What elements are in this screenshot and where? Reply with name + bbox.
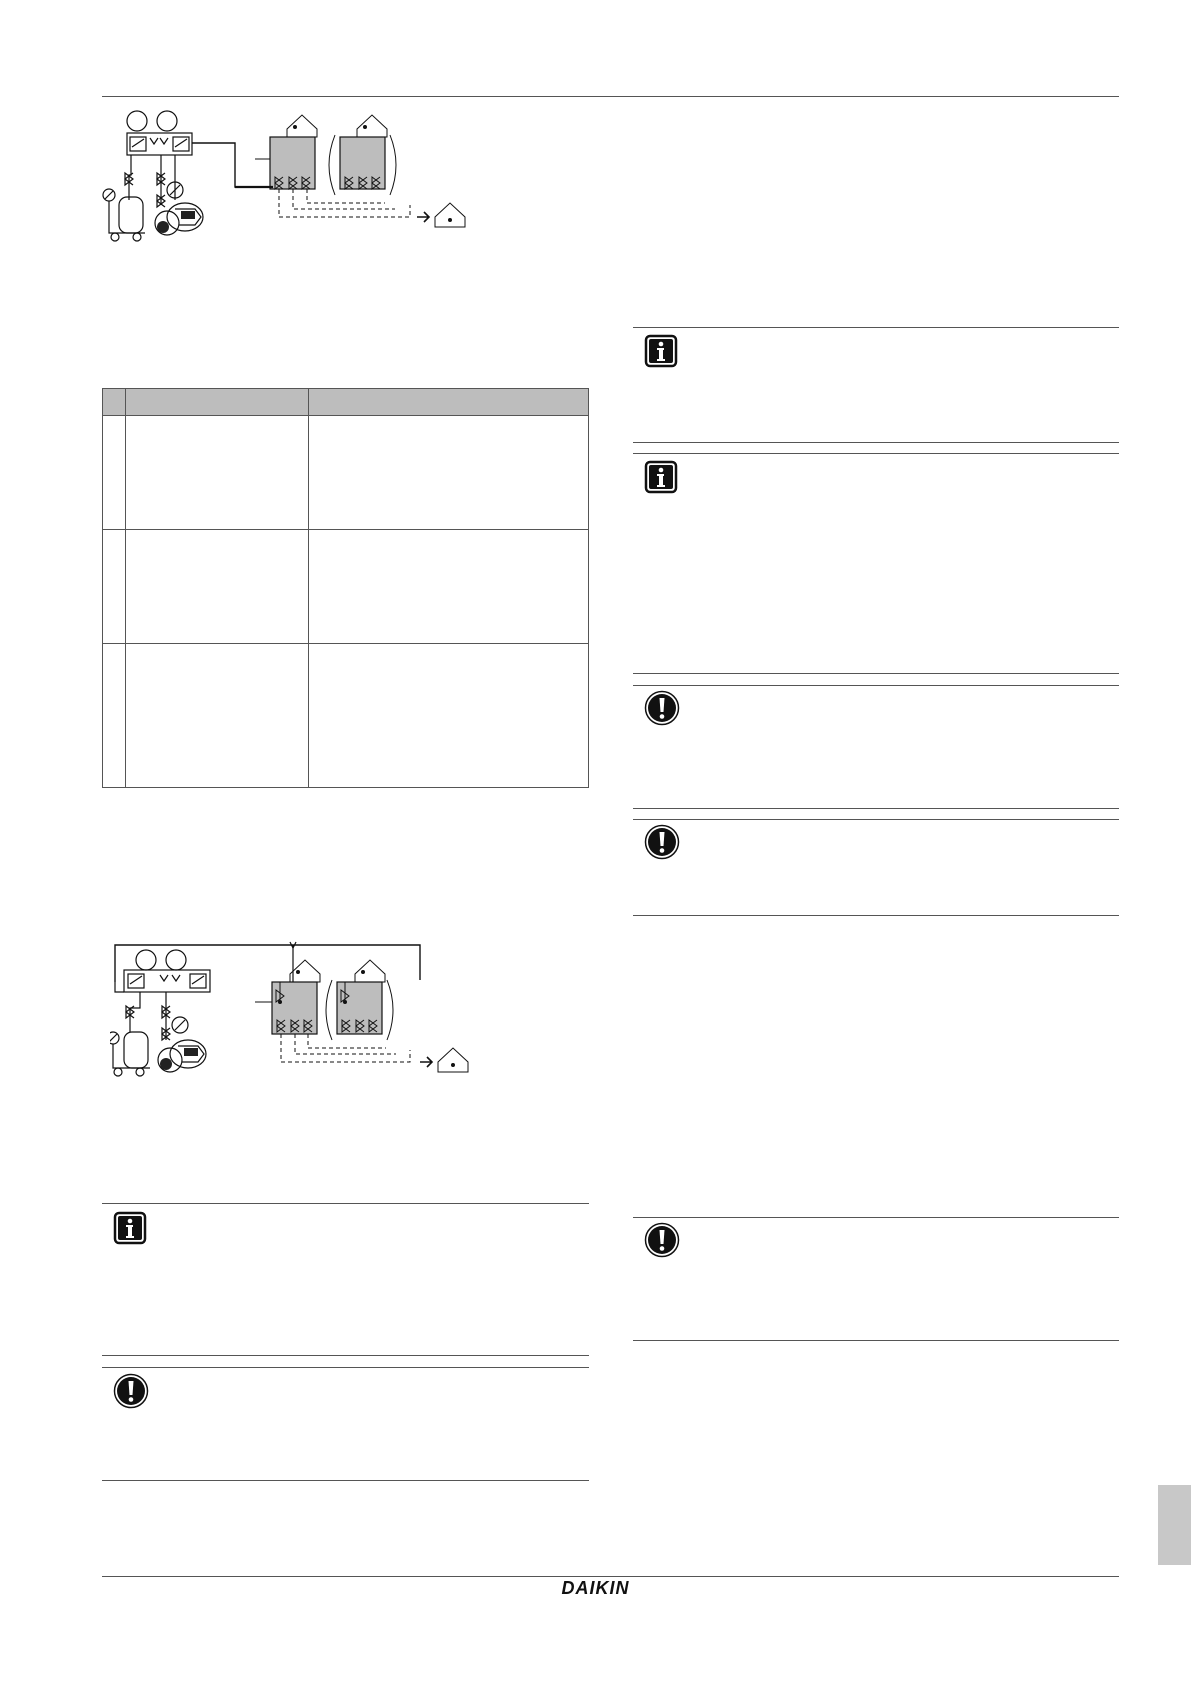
footer-rule [102, 1576, 1119, 1577]
exclamation-icon [644, 1222, 680, 1258]
table-cell [126, 530, 309, 644]
table-header-row [103, 389, 589, 416]
right-warning-rule-top-2b [633, 819, 1119, 820]
exclamation-icon [644, 824, 680, 860]
right-warning-rule-top-1a [633, 673, 1119, 674]
right-info-rule-top-2a [633, 442, 1119, 443]
table-cell [126, 644, 309, 788]
figure-vacuum-setup-1 [95, 105, 485, 250]
table-cell [103, 416, 126, 530]
table-header-cell-1 [103, 389, 126, 416]
table-cell [103, 644, 126, 788]
chapter-side-tab [1158, 1485, 1191, 1565]
info-icon [644, 334, 678, 368]
right-info-rule-top-2b [633, 453, 1119, 454]
header-rule [102, 96, 1119, 97]
table-cell [309, 416, 589, 530]
info-icon [644, 460, 678, 494]
table-cell [309, 530, 589, 644]
daikin-logo: DAIKIN [561, 1578, 630, 1598]
right-warning-rule-top-3 [633, 1217, 1119, 1218]
info-icon [113, 1211, 147, 1245]
table-row [103, 530, 589, 644]
exclamation-icon [644, 690, 680, 726]
right-warning-rule-top-2a [633, 808, 1119, 809]
left-info-rule-top [102, 1203, 589, 1204]
table-cell [309, 644, 589, 788]
table-header-cell-3 [309, 389, 589, 416]
figure-vacuum-setup-2 [110, 940, 490, 1090]
left-warning-rule-top-a [102, 1355, 589, 1356]
left-warning-rule-top-b [102, 1367, 589, 1368]
right-warning-rule-bottom-3 [633, 1340, 1119, 1341]
table-row [103, 644, 589, 788]
table-cell [126, 416, 309, 530]
table-row [103, 416, 589, 530]
exclamation-icon [113, 1373, 149, 1409]
right-info-rule-top-1 [633, 327, 1119, 328]
spec-table [102, 388, 589, 788]
left-warning-rule-bottom [102, 1480, 589, 1481]
table-header-cell-2 [126, 389, 309, 416]
table-cell [103, 530, 126, 644]
right-warning-rule-top-1b [633, 685, 1119, 686]
right-warning-rule-bottom-2 [633, 915, 1119, 916]
